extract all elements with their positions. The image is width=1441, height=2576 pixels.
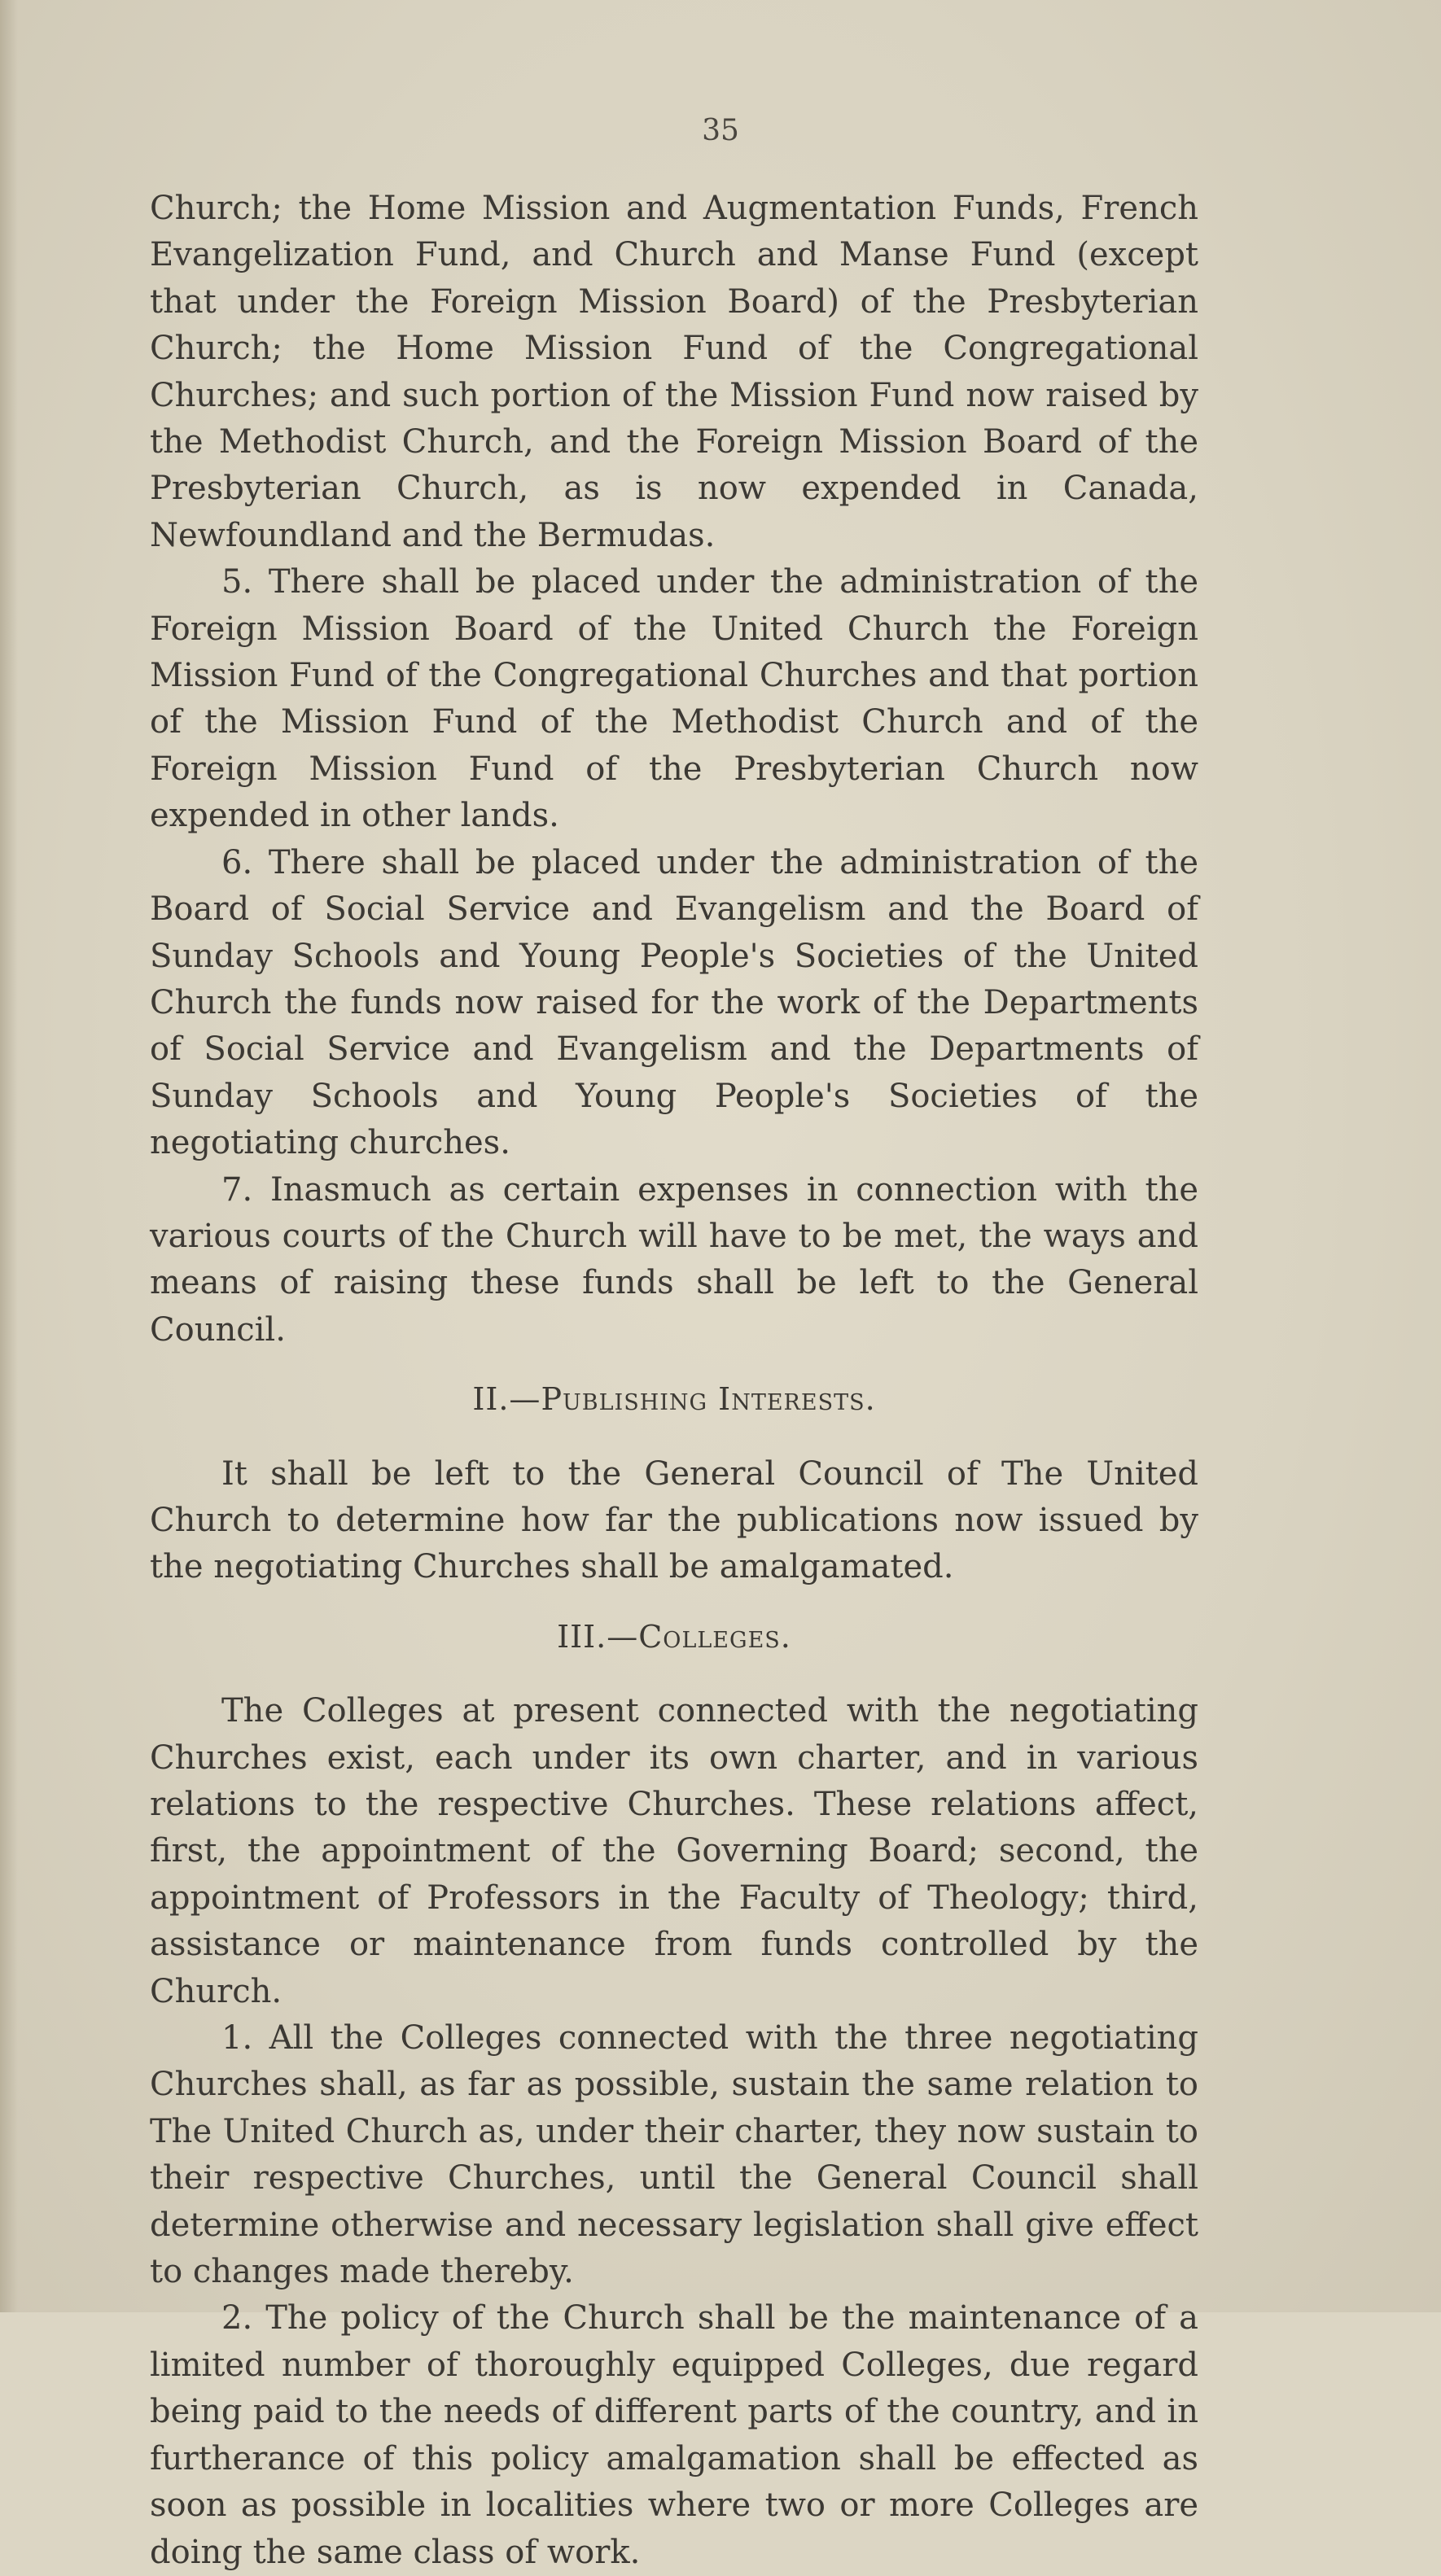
section-number: III.— <box>557 1618 639 1655</box>
section-heading-publishing <box>150 1376 1198 1423</box>
section-title: Publishing Interests. <box>541 1381 876 1418</box>
paragraph-publications: It shall be left to the General Council of The United Church to determine how far the publications now issued by the negotiating Churches shall be amalgamated. <box>150 1454 1198 1586</box>
page-binding-edge <box>0 0 18 2312</box>
paragraph-colleges-policy: 2. The policy of the Church shall be the maintenance of a limited number of thoroughly equipped Colleges, due regard being paid to the needs of different parts of the country, and in furtherance of this policy amalgamation shall be effected as soon as possible in localities where two or more Colleges are doing the same class of work. <box>150 2299 1198 2571</box>
paragraph-funds-continued: Church; the Home Mission and Augmentation Funds, French Evangelization Fund, and Church and Manse Fund (except that under the Foreign Mission Board) of the Presbyterian Church; the Home Mission Fund of the Congregational Churches; and such portion of the Mission Fund now raised by the Methodist Church, and the Foreign Mission Board of the Presbyterian Church, as is now expended in Canada, Newfoundland and the Bermudas. <box>150 190 1198 554</box>
page-number: 35 <box>702 114 739 147</box>
paragraph-colleges-intro: The Colleges at present connected with the negotiating Churches exist, each under its own charter, and in various relations to the respective Churches. These relations affect, first, the appointment of the Governing Board; second, the appointment of Professors in the Faculty of Theology; third, assistance or maintenance from funds controlled by the Church. <box>150 1692 1198 2010</box>
paragraph-colleges-relation: 1. All the Colleges connected with the three negotiating Churches shall, as far as possible, sustain the same relation to The United Church as, under their charter, they now sustain to their respective Churches, until the General Council shall determine otherwise and necessary legislation shall give effect to changes made thereby. <box>150 2019 1198 2291</box>
paragraph-foreign-mission: 5. There shall be placed under the administration of the Foreign Mission Board of the United Church the Foreign Mission Fund of the Congregational Churches and that portion of the Mission Fund of the Methodist Church and of the Foreign Mission Fund of the Presbyterian Church now expended in other lands. <box>150 563 1198 835</box>
section-number: II.— <box>472 1381 541 1418</box>
paragraph-court-expenses: 7. Inasmuch as certain expenses in connection with the various courts of the Church will have to be met, the ways and means of raising these funds shall be left to the General Council. <box>150 1170 1198 1349</box>
section-title: Colleges. <box>638 1618 791 1655</box>
section-heading-colleges <box>150 1614 1198 1660</box>
document-body <box>150 186 1198 2576</box>
paragraph-social-service: 6. There shall be placed under the administration of the Board of Social Service and Evangelism and the Board of Sunday Schools and Young People's Societies of the United Church the funds now raised for the work of the Departments of Social Service and Evangelism and the Departments of Sunday Schools and Young People's Societies of the negotiating churches. <box>150 843 1198 1162</box>
